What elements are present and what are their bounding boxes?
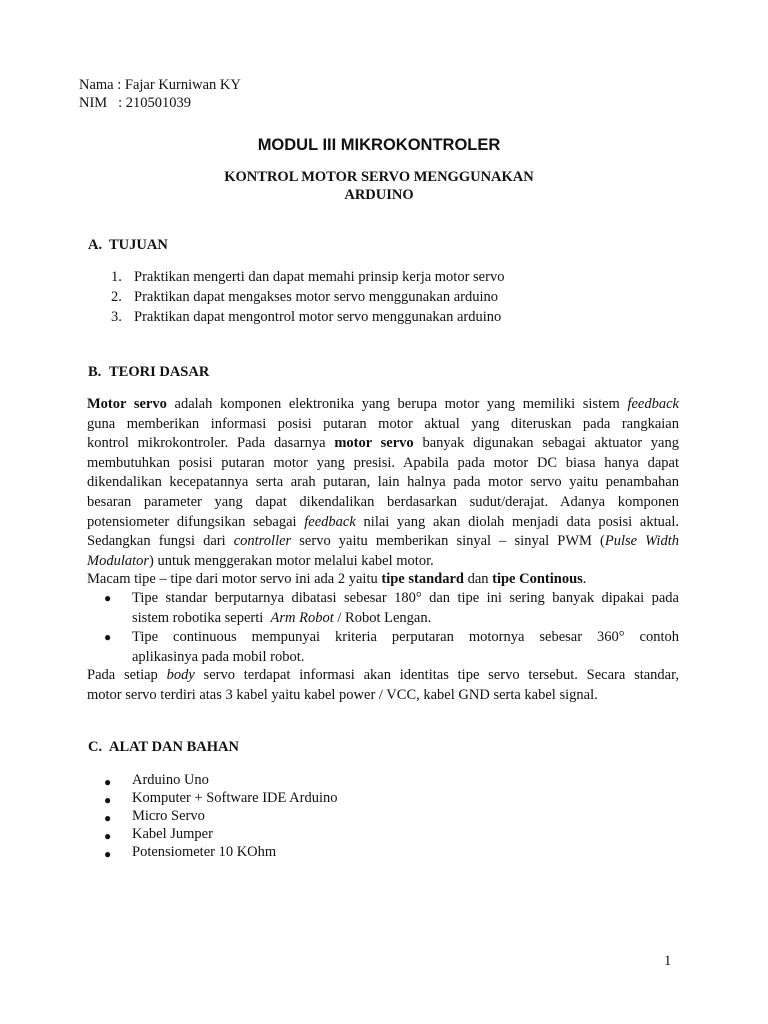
list-text: Praktikan dapat mengontrol motor servo menggunakan arduino (134, 309, 502, 325)
bullet-icon: ● (104, 630, 112, 644)
list-number: 1. (111, 269, 122, 285)
list-text: Micro Servo (132, 808, 205, 824)
bullet-icon: ● (104, 591, 112, 605)
theory-paragraph-1: Motor servo adalah komponen elektronika yang berupa motor yang memiliki sistem feedback guna memberikan informasi posisi putaran motor aktual yang diteruskan pada rangkaian kontrol mikrokontroler. Pada dasarnya motor servo banyak digunakan sebagai aktuator yang membutuhkan posisi putaran motor yang presisi. Apabila pada motor DC biasa hanya dapat dikendalikan kecepatannya serta arah putaran, lain halnya pada motor servo yaitu penambahan besaran parameter yang dapat dikendalikan berdasarkan sudut/derajat. Adanya komponen potensiometer difungsikan sebagai feedback nilai yang akan diolah menjadi data posisi aktual. Sedangkan fungsi dari controller servo yaitu memberikan sinyal – sinyal PWM (Pulse Width Modulator) untuk menggerakan motor melalui kabel motor. (87, 396, 679, 569)
section-c-letter: C. (88, 739, 103, 755)
bullet-standard-type: Tipe standar berputarnya dibatasi sebesar 180° dan tipe ini sering banyak dipakai pada sistem robotika seperti Arm Robot / Robot Lengan. (132, 590, 679, 626)
servo-types-intro: Macam tipe – tipe dari motor servo ini ada 2 yaitu tipe standard dan tipe Continous. (87, 571, 587, 587)
bullet-continuous-type: Tipe continuous mempunyai kriteria perputaran motornya sebesar 360° contoh aplikasinya pada mobil robot. (132, 629, 679, 665)
list-number: 3. (111, 309, 122, 325)
section-b-title: TEORI DASAR (109, 364, 210, 380)
bullet-icon: ● (104, 829, 112, 843)
section-a-heading (88, 236, 168, 255)
section-a-letter: A. (88, 237, 103, 253)
list-text: Potensiometer 10 KOhm (132, 844, 277, 860)
student-name: Nama : Fajar Kurniwan KY (79, 77, 241, 93)
bullet-icon: ● (104, 793, 112, 807)
bullet-icon: ● (104, 811, 112, 825)
bullet-icon: ● (104, 775, 112, 789)
section-c-heading (88, 738, 239, 757)
theory-paragraph-3: Pada setiap body servo terdapat informasi akan identitas tipe servo tersebut. Secara standar, motor servo terdiri atas 3 kabel yaitu kabel power / VCC, kabel GND serta kabel signal. (87, 667, 679, 703)
list-text: Kabel Jumper (132, 826, 213, 842)
section-b-letter: B. (88, 364, 102, 380)
list-text: Komputer + Software IDE Arduino (132, 790, 338, 806)
bullet-icon: ● (104, 847, 112, 861)
module-title: MODUL III MIKROKONTROLER (257, 136, 501, 154)
page-number: 1 (664, 953, 672, 969)
list-text: Arduino Uno (132, 772, 209, 788)
section-a-title: TUJUAN (109, 237, 168, 253)
list-number: 2. (111, 289, 122, 305)
section-c-title: ALAT DAN BAHAN (109, 739, 239, 755)
list-text: Praktikan dapat mengakses motor servo menggunakan arduino (134, 289, 499, 305)
student-nim: NIM : 210501039 (79, 95, 191, 111)
subtitle-line-2: ARDUINO (344, 187, 414, 203)
section-b-heading (88, 363, 209, 382)
subtitle-line-1: KONTROL MOTOR SERVO MENGGUNAKAN (224, 169, 534, 185)
list-text: Praktikan mengerti dan dapat memahi prinsip kerja motor servo (134, 269, 505, 285)
